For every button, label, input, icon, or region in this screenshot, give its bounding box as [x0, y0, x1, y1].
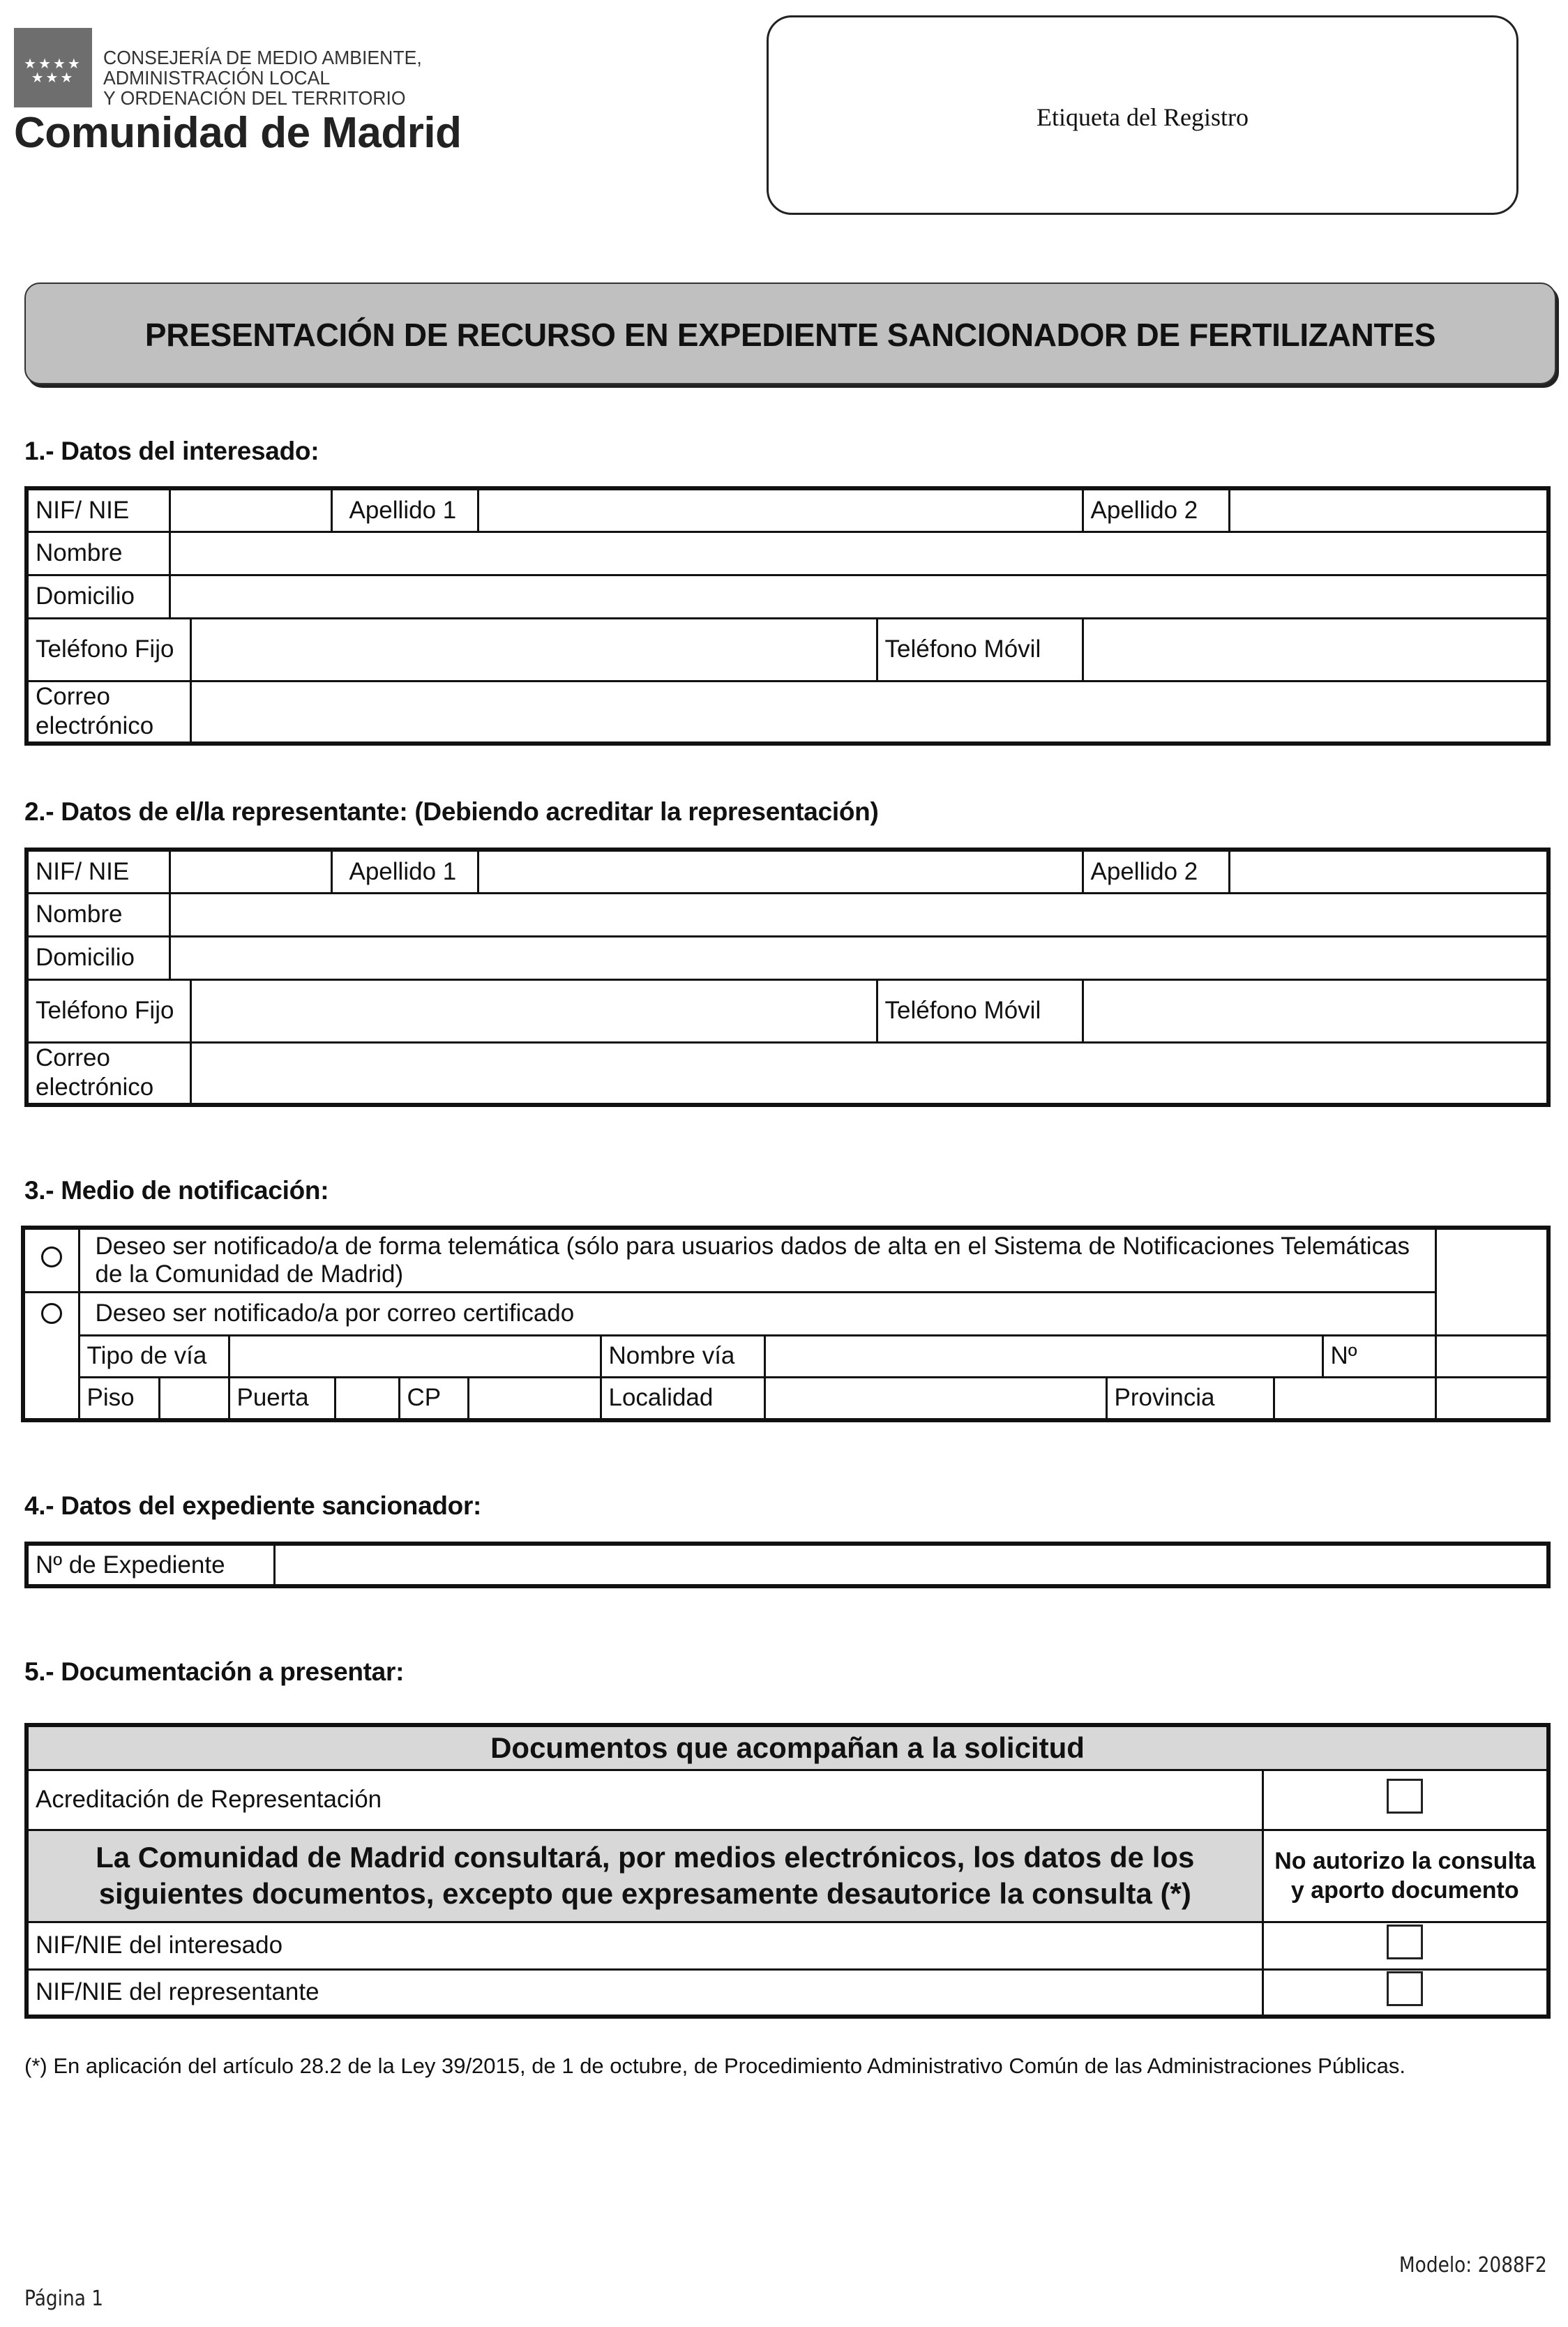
registry-label-box [767, 15, 1518, 215]
registry-label: Etiqueta del Registro [1036, 103, 1249, 131]
label-correo: Correo electrónico [27, 1042, 190, 1105]
label-expediente: Nº de Expediente [27, 1544, 274, 1586]
cp-input[interactable] [469, 1378, 601, 1419]
label-telefono-movil: Teléfono Móvil [877, 979, 1083, 1042]
section3-heading: 3.- Medio de notificación: [24, 1176, 329, 1205]
label-numero: Nº [1322, 1335, 1435, 1377]
expediente-input[interactable] [276, 1545, 1549, 1585]
page-title: PRESENTACIÓN DE RECURSO EN EXPEDIENTE SANCIONADOR DE FERTILIZANTES [144, 317, 1436, 353]
label-apellido1: Apellido 1 [331, 488, 478, 532]
tipo-via-input[interactable] [230, 1336, 601, 1377]
label-telefono-movil: Teléfono Móvil [877, 618, 1083, 681]
localidad-input[interactable] [766, 1378, 1107, 1419]
puerta-input[interactable] [336, 1378, 400, 1419]
label-apellido2: Apellido 2 [1083, 488, 1229, 532]
nombre-input[interactable] [171, 532, 1549, 575]
domicilio-input[interactable] [171, 575, 1549, 618]
radio-telematica[interactable] [41, 1247, 62, 1267]
logo-dept-line: CONSEJERÍA DE MEDIO AMBIENTE, [103, 47, 422, 68]
form-title-banner [24, 283, 1556, 384]
rep-correo-input[interactable] [192, 1043, 1549, 1104]
logo-name: Comunidad de Madrid [14, 109, 462, 157]
label-domicilio: Domicilio [27, 936, 169, 979]
telefono-movil-input[interactable] [1084, 619, 1548, 681]
interesado-table [24, 486, 1551, 746]
provincia-input[interactable] [1275, 1378, 1436, 1419]
nif-input[interactable] [171, 490, 332, 532]
nif-interesado-checkbox[interactable] [1387, 1925, 1423, 1959]
correo-input[interactable] [192, 681, 1549, 743]
label-nif: NIF/ NIE [27, 850, 169, 893]
documentos-table [24, 1723, 1551, 2019]
rep-nif-input[interactable] [171, 851, 332, 893]
doc-acreditacion-label: Acreditación de Representación [27, 1770, 1262, 1830]
radio-correo-certificado[interactable] [41, 1303, 62, 1324]
nombre-via-input[interactable] [766, 1336, 1323, 1377]
label-nombre: Nombre [27, 893, 169, 936]
label-apellido1: Apellido 1 [331, 850, 478, 893]
footnote: (*) En aplicación del artículo 28.2 de la Ley 39/2015, de 1 de octubre, de Procedimiento Administrativo Común de las Administraciones Públicas. [24, 2054, 1405, 2078]
label-telefono-fijo: Teléfono Fijo [27, 979, 190, 1042]
rep-telefono-fijo-input[interactable] [192, 980, 877, 1042]
label-piso: Piso [79, 1377, 159, 1420]
doc-nif-representante-label: NIF/NIE del representante [27, 1969, 1262, 2017]
logo-dept-line: Y ORDENACIÓN DEL TERRITORIO [103, 87, 406, 109]
option-correo-label: Deseo ser notificado/a por correo certificado [79, 1292, 1435, 1335]
logo-comunidad-madrid [13, 27, 501, 159]
documentos-title: Documentos que acompañan a la solicitud [27, 1725, 1548, 1770]
apellido1-input[interactable] [479, 490, 1083, 532]
section4-heading: 4.- Datos del expediente sancionador: [24, 1491, 482, 1520]
label-provincia: Provincia [1106, 1377, 1274, 1420]
nif-representante-checkbox[interactable] [1387, 1971, 1423, 2006]
section1-heading: 1.- Datos del interesado: [24, 437, 319, 465]
label-puerta: Puerta [229, 1377, 335, 1420]
piso-input[interactable] [160, 1378, 229, 1419]
notificacion-table [21, 1226, 1551, 1422]
label-nombre: Nombre [27, 532, 169, 575]
stars-icon: ★★★★ ★★★ [24, 57, 82, 86]
logo-department [103, 47, 422, 108]
numero-input[interactable] [1437, 1336, 1549, 1377]
rep-apellido1-input[interactable] [479, 851, 1083, 893]
expediente-table [24, 1542, 1551, 1588]
label-correo: Correo electrónico [27, 681, 190, 744]
rep-domicilio-input[interactable] [171, 937, 1549, 979]
consulta-note: La Comunidad de Madrid consultará, por medios electrónicos, los datos de los siguientes documentos, excepto que expresamente desautorice la consulta (*) [27, 1830, 1262, 1922]
representante-table [24, 848, 1551, 1107]
label-nif: NIF/ NIE [27, 488, 169, 532]
radio-correo-cell [23, 1292, 79, 1420]
page-number: Página 1 [24, 2287, 104, 2311]
label-localidad: Localidad [601, 1377, 764, 1420]
rep-nombre-input[interactable] [171, 894, 1549, 936]
doc-nif-interesado-label: NIF/NIE del interesado [27, 1922, 1262, 1969]
option-telematica-label: Deseo ser notificado/a de forma telemática (sólo para usuarios dados de alta en el Sistema de Notificaciones Telemáticas de la Comunidad de Madrid) [79, 1228, 1435, 1292]
apellido2-input[interactable] [1230, 490, 1548, 532]
label-domicilio: Domicilio [27, 575, 169, 618]
telefono-fijo-input[interactable] [192, 619, 877, 681]
label-telefono-fijo: Teléfono Fijo [27, 618, 190, 681]
radio-telematica-cell [23, 1228, 79, 1292]
label-tipo-via: Tipo de vía [79, 1335, 229, 1377]
acreditacion-checkbox[interactable] [1387, 1779, 1423, 1814]
rep-telefono-movil-input[interactable] [1084, 980, 1548, 1042]
logo-dept-line: ADMINISTRACIÓN LOCAL [103, 67, 331, 89]
label-nombre-via: Nombre vía [601, 1335, 764, 1377]
madrid-flag-icon [14, 28, 92, 107]
label-apellido2: Apellido 2 [1083, 850, 1229, 893]
rep-apellido2-input[interactable] [1230, 851, 1548, 893]
no-autorizo-header: No autorizo la consulta y aporto documento [1262, 1830, 1548, 1922]
section5-heading: 5.- Documentación a presentar: [24, 1657, 405, 1686]
label-cp: CP [399, 1377, 468, 1420]
modelo-code: Modelo: 2088F2 [1399, 2253, 1547, 2277]
section2-heading: 2.- Datos de el/la representante: (Debiendo acreditar la representación) [24, 797, 879, 826]
